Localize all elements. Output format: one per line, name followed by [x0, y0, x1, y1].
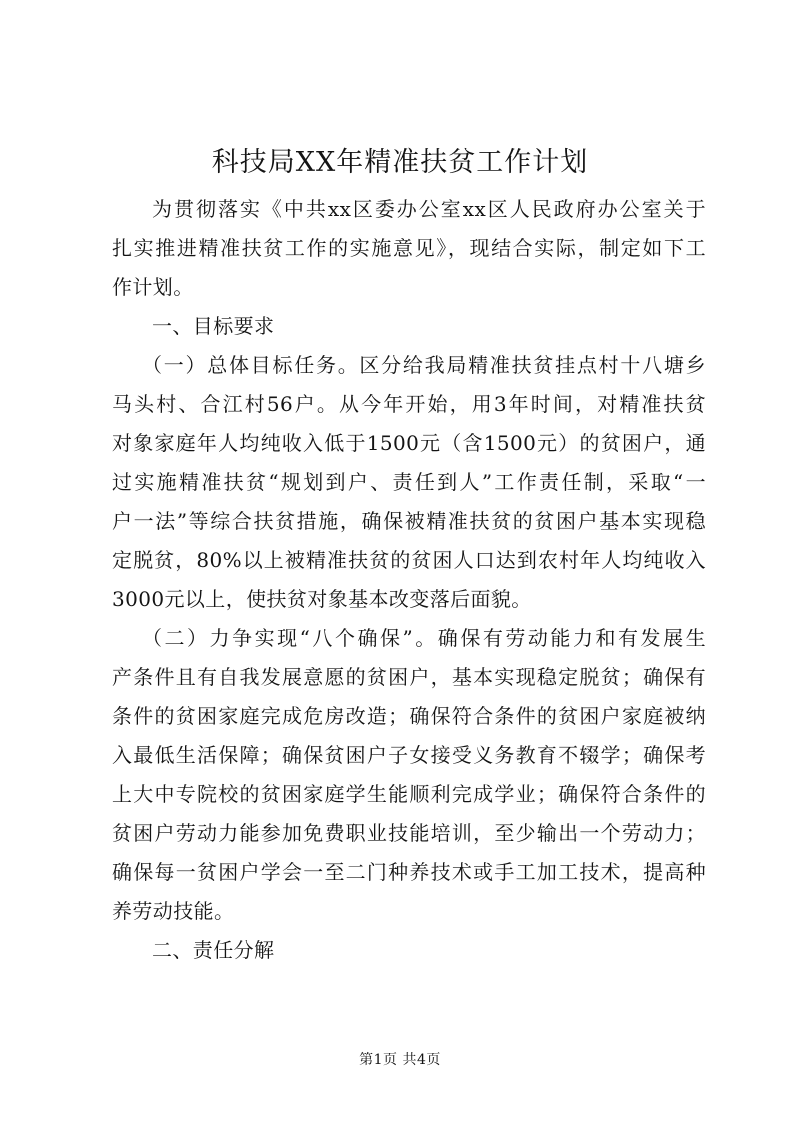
- section-heading: 一、目标要求: [152, 314, 275, 338]
- paragraph-line: 产条件且有自我发展意愿的贫困户，基本实现稳定脱贫；确保有: [112, 665, 706, 689]
- paragraph-line: 养劳动技能。: [112, 899, 235, 923]
- page-footer: 第1页 共4页: [359, 1052, 441, 1068]
- paragraph-line: 上大中专院校的贫困家庭学生能顺利完成学业；确保符合条件的: [112, 782, 706, 806]
- paragraph-line: 条件的贫困家庭完成危房改造；确保符合条件的贫困户家庭被纳: [112, 704, 706, 728]
- section-heading: 二、责任分解: [152, 938, 275, 962]
- paragraph-line: （一）总体目标任务。区分给我局精准扶贫挂点村十八塘乡: [142, 353, 706, 377]
- paragraph-line: 3000元以上，使扶贫对象基本改变落后面貌。: [112, 587, 532, 611]
- paragraph-line: 为贯彻落实《中共xx区委办公室xx区人民政府办公室关于: [152, 197, 706, 221]
- paragraph-line: 贫困户劳动力能参加免费职业技能培训，至少输出一个劳动力；: [112, 821, 706, 845]
- paragraph-line: 过实施精准扶贫“规划到户、责任到人”工作责任制，采取“一: [112, 470, 706, 494]
- document-title: 科技局XX年精准扶贫工作计划: [211, 147, 589, 178]
- paragraph-line: 对象家庭年人均纯收入低于1500元（含1500元）的贫困户，通: [112, 431, 706, 455]
- paragraph-line: （二）力争实现“八个确保”。确保有劳动能力和有发展生: [142, 626, 706, 650]
- paragraph-line: 定脱贫，80%以上被精准扶贫的贫困人口达到农村年人均纯收入: [112, 548, 706, 572]
- paragraph-line: 扎实推进精准扶贫工作的实施意见》，现结合实际，制定如下工: [112, 236, 706, 260]
- paragraph-line: 入最低生活保障；确保贫困户子女接受义务教育不辍学；确保考: [112, 743, 706, 767]
- paragraph-line: 确保每一贫困户学会一至二门种养技术或手工加工技术，提高种: [112, 860, 706, 884]
- paragraph-line: 作计划。: [112, 275, 194, 299]
- paragraph-line: 户一法”等综合扶贫措施，确保被精准扶贫的贫困户基本实现稳: [112, 509, 706, 533]
- document-body: [112, 190, 706, 970]
- paragraph-line: 马头村、合江村56户。从今年开始，用3年时间，对精准扶贫: [112, 392, 706, 416]
